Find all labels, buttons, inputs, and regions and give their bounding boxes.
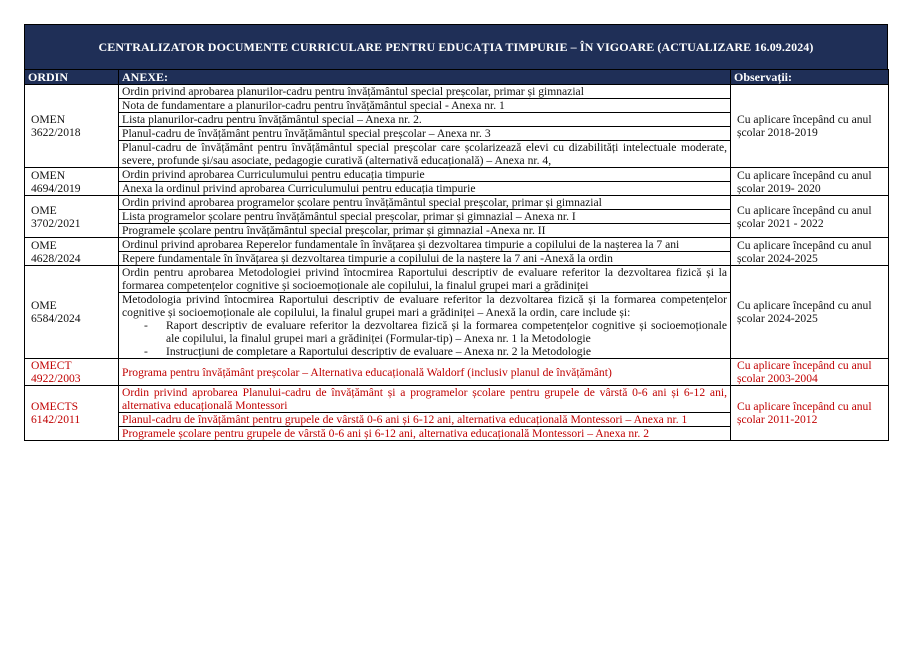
table-row — [25, 168, 889, 196]
curriculum-document — [24, 24, 888, 441]
table-row — [25, 359, 889, 386]
anexa-item: Anexa la ordinul privind aprobarea Curriculumului pentru educația timpurie — [122, 182, 476, 195]
table-row — [25, 386, 889, 441]
ordin-type: OMECT — [31, 359, 72, 372]
header-ordin: ORDIN — [25, 70, 119, 85]
ordin-type: OME — [31, 238, 57, 252]
observatii-cell: Cu aplicare începând cu anul școlar 2003-2004 — [731, 359, 889, 386]
ordin-number: 4922/2003 — [31, 372, 81, 385]
observatii-cell: Cu aplicare începând cu anul școlar 2019- 2020 — [731, 168, 889, 196]
anexa-sublist — [122, 319, 727, 358]
observatii-cell: Cu aplicare începând cu anul școlar 2024-2025 — [731, 266, 889, 359]
ordin-type: OME — [31, 203, 57, 217]
anexa-item: Programele școlare pentru învățământul special preșcolar, primar și gimnazial -Anexa nr. II — [122, 224, 546, 237]
anexe-cell — [119, 359, 731, 386]
document-title: CENTRALIZATOR DOCUMENTE CURRICULARE PENTRU EDUCAȚIA TIMPURIE – ÎN VIGOARE (ACTUALIZARE 16.09.2024) — [24, 24, 888, 69]
ordin-number: 3622/2018 — [31, 126, 81, 139]
ordin-cell — [25, 238, 119, 266]
anexe-cell — [119, 168, 731, 196]
ordin-cell — [25, 266, 119, 359]
anexa-item: Ordin pentru aprobarea Metodologiei privind întocmirea Raportului descriptiv de evaluare referitor la dezvoltarea fizică și la formarea competențelor cognitive și socioemoționale ale copilului, la finalul grupei mari a grădiniței — [119, 266, 730, 293]
sublist-item: - Raport descriptiv de evaluare referitor la dezvoltarea fizică și la formarea competențelor cognitive și socioemoționale ale copilului, la finalul grupei mari a grădiniței (Formular-tip) – Anexa nr. 1 la Metodologie — [166, 319, 727, 345]
ordin-type: OMECTS — [31, 400, 79, 413]
observatii-cell: Cu aplicare începând cu anul școlar 2024-2025 — [731, 238, 889, 266]
anexa-item: Ordin privind aprobarea planurilor-cadru pentru învățământul special preșcolar, primar și gimnazial — [119, 85, 730, 99]
anexa-item: Ordinul privind aprobarea Reperelor fundamentale în învățarea și dezvoltarea timpurie a copilului de la nașterea la 7 ani — [119, 238, 730, 252]
ordin-number: 3702/2021 — [31, 216, 81, 230]
documents-table — [24, 69, 889, 441]
anexa-item-text: Metodologia privind întocmirea Raportului descriptiv de evaluare referitor la dezvoltarea fizică și la formarea competențelor cognitive și socioemoționale ale copilului, la finalul grupei mari a grădiniței – Anexă la ordin, care include și: — [122, 293, 727, 319]
ordin-cell — [25, 196, 119, 238]
anexa-item: Planul-cadru de învățământ pentru învățământul special preșcolar care școlarizează elevi cu dizabilități intelectuale moderate, severe, profunde și/sau asociate, pedagogie curativă (alternativă educațională) – Anexa nr. 4, — [122, 141, 727, 167]
anexa-item: Ordin privind aprobarea Curriculumului pentru educația timpurie — [119, 168, 730, 182]
anexe-cell — [119, 386, 731, 441]
table-row — [25, 196, 889, 238]
ordin-type: OME — [31, 299, 57, 312]
observatii-cell: Cu aplicare începând cu anul școlar 2021 - 2022 — [731, 196, 889, 238]
table-row — [25, 85, 889, 168]
ordin-number: 6142/2011 — [31, 413, 81, 426]
observatii-cell: Cu aplicare începând cu anul școlar 2011-2012 — [731, 386, 889, 441]
anexa-item: Ordin privind aprobarea programelor școlare pentru învățământul special preșcolar, primar și gimnazial — [119, 196, 730, 210]
anexa-item-with-sublist — [119, 293, 730, 358]
ordin-cell — [25, 168, 119, 196]
header-observatii: Observații: — [731, 70, 889, 85]
anexe-cell — [119, 85, 731, 168]
table-row — [25, 266, 889, 359]
anexa-item: Programele școlare pentru grupele de vârstă 0-6 ani și 6-12 ani, alternativa educațională Montessori – Anexa nr. 2 — [122, 427, 650, 440]
anexa-item: Programa pentru învățământ preșcolar – Alternativa educațională Waldorf (inclusiv planul de învățământ) — [122, 365, 612, 379]
ordin-cell — [25, 359, 119, 386]
anexe-cell — [119, 196, 731, 238]
ordin-cell — [25, 85, 119, 168]
anexa-item: Repere fundamentale în învățarea și dezvoltarea timpurie a copilului de la naștere la 7 ani -Anexă la ordin — [122, 252, 613, 265]
anexe-cell — [119, 238, 731, 266]
observatii-cell: Cu aplicare începând cu anul școlar 2018-2019 — [731, 85, 889, 168]
ordin-number: 4628/2024 — [31, 251, 81, 265]
anexa-item: Lista programelor școlare pentru învățământul special preșcolar, primar și gimnazial – Anexa nr. I — [119, 210, 730, 224]
anexa-item: Lista planurilor-cadru pentru învățământul special – Anexa nr. 2. — [119, 113, 730, 127]
header-anexe: ANEXE: — [119, 70, 731, 85]
sublist-item: - Instrucțiuni de completare a Raportului descriptiv de evaluare – Anexa nr. 2 la Metodologie — [166, 345, 727, 358]
anexa-item: Ordin privind aprobarea Planului-cadru de învățământ și a programelor școlare pentru grupele de vârstă 0-6 ani și 6-12 ani, alternativa educațională Montessori — [119, 386, 730, 413]
anexa-item: Planul-cadru de învățământ pentru grupele de vârstă 0-6 ani și 6-12 ani, alternativa educațională Montessori – Anexa nr. 1 — [119, 413, 730, 427]
ordin-number: 4694/2019 — [31, 181, 81, 195]
anexe-cell — [119, 266, 731, 359]
ordin-number: 6584/2024 — [31, 312, 81, 325]
ordin-cell — [25, 386, 119, 441]
anexa-item: Planul-cadru de învățământ pentru învățământul special preșcolar – Anexa nr. 3 — [119, 127, 730, 141]
ordin-type: OMEN — [31, 113, 66, 126]
table-header-row — [25, 70, 889, 85]
ordin-type: OMEN — [31, 168, 66, 182]
anexa-item: Nota de fundamentare a planurilor-cadru pentru învățământul special - Anexa nr. 1 — [119, 99, 730, 113]
table-row — [25, 238, 889, 266]
